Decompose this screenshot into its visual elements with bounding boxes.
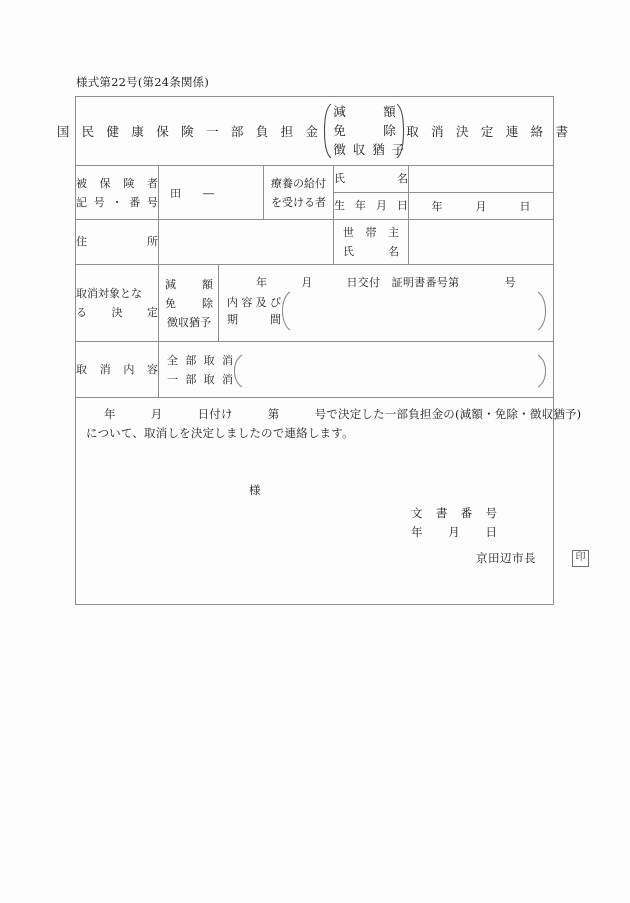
birth-date-label: 生年月日: [334, 193, 409, 220]
address-label: 住 所: [76, 220, 159, 265]
cancel-option-1[interactable]: 一 部 取 消: [167, 372, 233, 386]
decision-type-0[interactable]: 減 額: [165, 277, 213, 291]
cancel-content-row: [76, 342, 554, 398]
cancel-content-label: 取 消 内 容: [76, 342, 159, 398]
letter-paragraph: [76, 398, 582, 443]
decision-issue-line[interactable]: 年 月 日交付 証明書番号第 号: [256, 276, 516, 289]
cancel-option-0[interactable]: 全 部 取 消: [167, 353, 233, 367]
recipient-label-cell: [264, 166, 334, 220]
addressee-honorific: 様: [249, 483, 261, 497]
address-row: [76, 220, 554, 265]
decision-types-cell: [159, 265, 219, 342]
issuer-name: 京田辺市長: [476, 551, 536, 565]
householder-value[interactable]: [409, 220, 554, 265]
right-paren-icon: [537, 291, 547, 331]
address-value[interactable]: [159, 220, 334, 265]
decision-detail-label: [227, 294, 281, 328]
decision-label-line2: る 決 定: [76, 306, 158, 319]
letter-body-row: [76, 398, 554, 605]
decision-detail-label-line2: 期 間: [227, 313, 281, 326]
cancel-content-cell: [159, 342, 554, 398]
title-lead: 国 民 健 康 保 険 一 部 負 担 金: [56, 124, 323, 139]
left-paren-icon: [233, 354, 243, 388]
form-number: 様式第22号(第24条関係): [76, 75, 210, 89]
decision-label-cell: [76, 265, 159, 342]
insured-symbol-value[interactable]: 田 ―: [159, 166, 264, 220]
recipient-name-label: 氏 名: [334, 166, 409, 193]
title-row: [76, 97, 554, 166]
title-brace-group: [323, 103, 405, 159]
decision-row: [76, 265, 554, 342]
document-number-label[interactable]: 文 書 番 号: [411, 506, 497, 520]
decision-type-2[interactable]: 徴収猶予: [167, 315, 211, 329]
recipient-name-value[interactable]: [409, 166, 554, 193]
householder-label-line1: 世 帯 主: [343, 226, 399, 239]
title-option-0: 減 額: [333, 104, 396, 119]
cancel-options: [167, 351, 233, 389]
signature-date-label[interactable]: 年 月 日: [411, 525, 497, 539]
title-option-2: 徴 収 猶 子: [333, 142, 406, 157]
letter-line-1: 年 月 日付け 第 号で決定した一部負担金の(減額・免除・徴収猶予): [104, 407, 582, 421]
recipient-label-line1: 療養の給付: [271, 176, 326, 190]
left-paren-icon: [281, 291, 291, 331]
left-brace-icon: [323, 103, 332, 159]
insured-symbol-label-cell: [76, 166, 159, 220]
title-cell: [56, 97, 573, 166]
recipient-label-line2: を受ける者: [271, 195, 326, 209]
right-paren-icon: [537, 354, 547, 388]
title-tail: 取 消 決 定 連 絡 書: [406, 124, 573, 139]
insured-label-line1: 被 保 険 者: [76, 176, 158, 190]
seal-icon: 印: [572, 550, 589, 567]
householder-label-line2: 氏 名: [343, 245, 399, 258]
title-option-1: 免 除: [333, 123, 396, 138]
decision-detail-input[interactable]: [281, 291, 547, 331]
insured-label-line2: 記号・番号: [76, 195, 158, 209]
decision-detail-cell: [219, 265, 554, 342]
letter-line-2: について、取消しを決定しましたので連絡します。: [86, 426, 354, 440]
decision-type-1[interactable]: 免 除: [165, 296, 213, 310]
main-form-table: [56, 96, 586, 605]
signature-block: [411, 504, 586, 565]
decision-detail-label-line1: 内容及び: [227, 296, 281, 309]
householder-label-cell: [334, 220, 409, 265]
decision-label-line1: 取消対象とな: [76, 287, 142, 300]
cancel-detail-input[interactable]: [233, 354, 547, 388]
insured-name-row: [76, 166, 554, 193]
issuer-line: [476, 549, 589, 568]
letter-body-cell: [76, 398, 586, 605]
right-brace-icon: [396, 103, 405, 159]
cancel-detail-value[interactable]: [243, 354, 537, 388]
title-options: [332, 103, 406, 159]
decision-detail-value[interactable]: [291, 291, 537, 331]
birth-date-value[interactable]: 年 月 日: [409, 193, 554, 220]
